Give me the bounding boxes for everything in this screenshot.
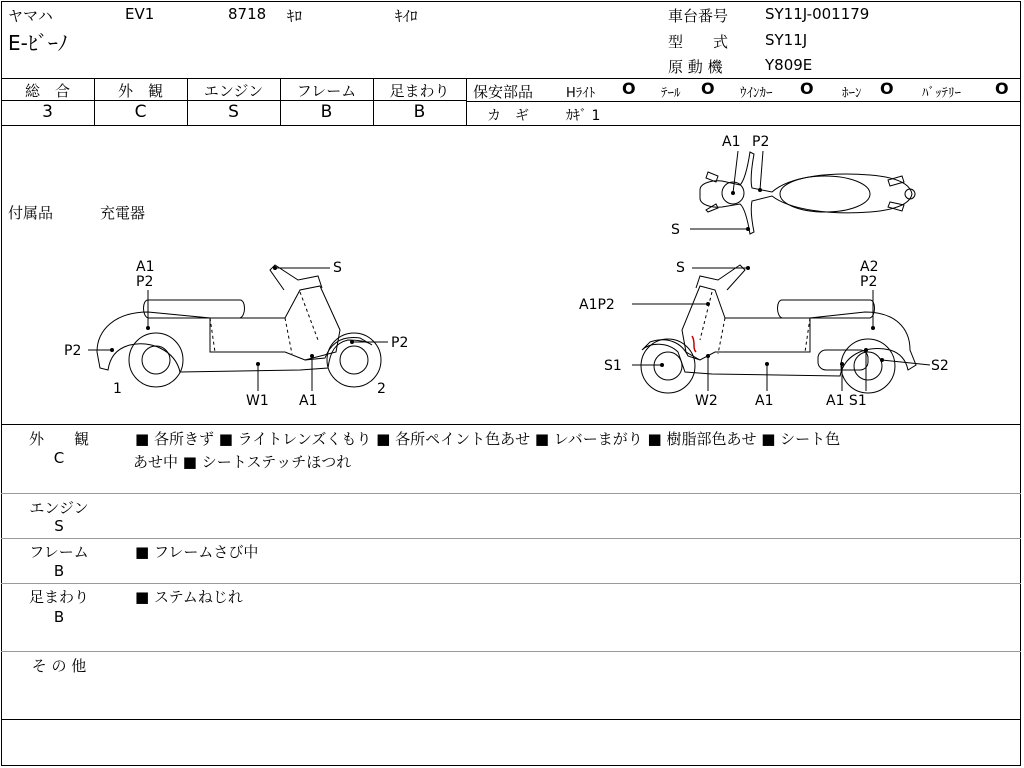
remark-engine-label: エンジン xyxy=(29,499,89,517)
divider xyxy=(467,101,1021,102)
label-top-p2: P2 xyxy=(752,134,770,150)
model-name: E-ﾋﾞｰﾉ xyxy=(8,31,68,55)
type-label: 型 式 xyxy=(668,33,729,51)
grade-header-frame: フレーム xyxy=(296,82,357,100)
safety-tail-mark: O xyxy=(701,79,715,98)
mileage-unit: ｷﾛ xyxy=(287,7,303,25)
key-label: カ ギ xyxy=(487,108,529,124)
grade-header-suspension: 足まわり xyxy=(389,82,450,100)
divider xyxy=(466,78,467,125)
grade-header-total: 総 合 xyxy=(24,82,70,100)
grade-total: 3 xyxy=(42,102,53,122)
safety-headlight: Hﾗｲﾄ xyxy=(566,86,596,101)
remark-exterior-grade: C xyxy=(53,449,65,467)
label-top-s: S xyxy=(671,222,680,238)
grade-suspension: B xyxy=(413,102,426,122)
maker: ヤマハ xyxy=(8,7,53,25)
grade-engine: S xyxy=(228,102,239,122)
remark-exterior-text-2: あせ中 ■ シートステッチほつれ xyxy=(133,453,352,471)
divider xyxy=(1,583,1021,584)
grade-header-exterior: 外 観 xyxy=(117,82,163,100)
safety-tail: ﾃｰﾙ xyxy=(661,86,681,101)
remark-engine-grade: S xyxy=(54,517,64,535)
label-right-a1p2: A1P2 xyxy=(579,297,615,313)
safety-battery: ﾊﾞｯﾃﾘｰ xyxy=(922,86,961,101)
divider xyxy=(1,493,1021,494)
divider xyxy=(1,78,1021,79)
label-right-a1s1: A1 S1 xyxy=(826,393,867,409)
key-value: ｶｷﾞ 1 xyxy=(566,108,601,124)
label-left-a1-bottom: A1 xyxy=(299,393,318,409)
label-right-s2: S2 xyxy=(931,358,949,374)
mileage: 8718 xyxy=(228,5,267,23)
type-value: SY11J xyxy=(765,31,808,49)
divider xyxy=(1,719,1021,720)
scooter-diagram xyxy=(0,126,1024,424)
label-top-a1: A1 xyxy=(722,134,741,150)
remark-exterior-text: ■ 各所きず ■ ライトレンズくもり ■ 各所ペイント色あせ ■ レバーまがり ■ 樹脂部色あせ ■ シート色 xyxy=(135,430,841,448)
safety-winker: ｳｲﾝｶｰ xyxy=(740,86,773,101)
engine-value: Y809E xyxy=(765,56,813,74)
label-left-1: 1 xyxy=(113,381,122,397)
label-left-w1: W1 xyxy=(246,393,269,409)
remark-other-label: そ の 他 xyxy=(31,657,87,675)
label-right-s1: S1 xyxy=(604,358,622,374)
model-code: EV1 xyxy=(125,5,155,23)
remark-suspension-label: 足まわり xyxy=(28,588,89,606)
label-right-w2: W2 xyxy=(695,393,718,409)
remark-exterior-label: 外 観 xyxy=(28,430,89,448)
mileage-unit-2: ｷｲﾛ xyxy=(395,7,418,25)
safety-horn-mark: O xyxy=(880,79,894,98)
safety-battery-mark: O xyxy=(995,79,1009,98)
label-left-p2-top: P2 xyxy=(136,274,154,290)
chassis-number: SY11J-001179 xyxy=(765,5,870,23)
chassis-label: 車台番号 xyxy=(668,7,729,25)
accessories-value: 充電器 xyxy=(100,204,146,222)
label-left-2: 2 xyxy=(377,381,386,397)
label-right-p2: P2 xyxy=(860,274,878,290)
safety-winker-mark: O xyxy=(800,79,814,98)
grade-header-engine: エンジン xyxy=(203,82,264,100)
label-right-a1: A1 xyxy=(755,393,774,409)
divider xyxy=(1,424,1021,425)
remark-frame-text: ■ フレームさび中 xyxy=(135,543,259,561)
divider xyxy=(1,651,1021,652)
label-right-a2: A2 xyxy=(860,259,879,275)
label-left-p2-rear: P2 xyxy=(64,343,82,359)
remark-frame-grade: B xyxy=(53,562,65,580)
divider xyxy=(1,538,1021,539)
safety-label: 保安部品 xyxy=(473,83,534,101)
remark-suspension-grade: B xyxy=(53,608,65,626)
remark-suspension-text: ■ ステムねじれ xyxy=(135,588,243,606)
safety-headlight-mark: O xyxy=(622,79,636,98)
grade-frame: B xyxy=(320,102,333,122)
accessories-label: 付属品 xyxy=(8,204,54,222)
remark-frame-label: フレーム xyxy=(29,543,89,561)
engine-label: 原 動 機 xyxy=(668,58,723,76)
grade-exterior: C xyxy=(134,102,147,122)
safety-horn: ﾎｰﾝ xyxy=(842,86,862,101)
label-left-a1: A1 xyxy=(136,259,155,275)
label-left-s: S xyxy=(333,260,342,276)
label-right-s: S xyxy=(676,260,685,276)
label-left-p2-front: P2 xyxy=(391,335,409,351)
